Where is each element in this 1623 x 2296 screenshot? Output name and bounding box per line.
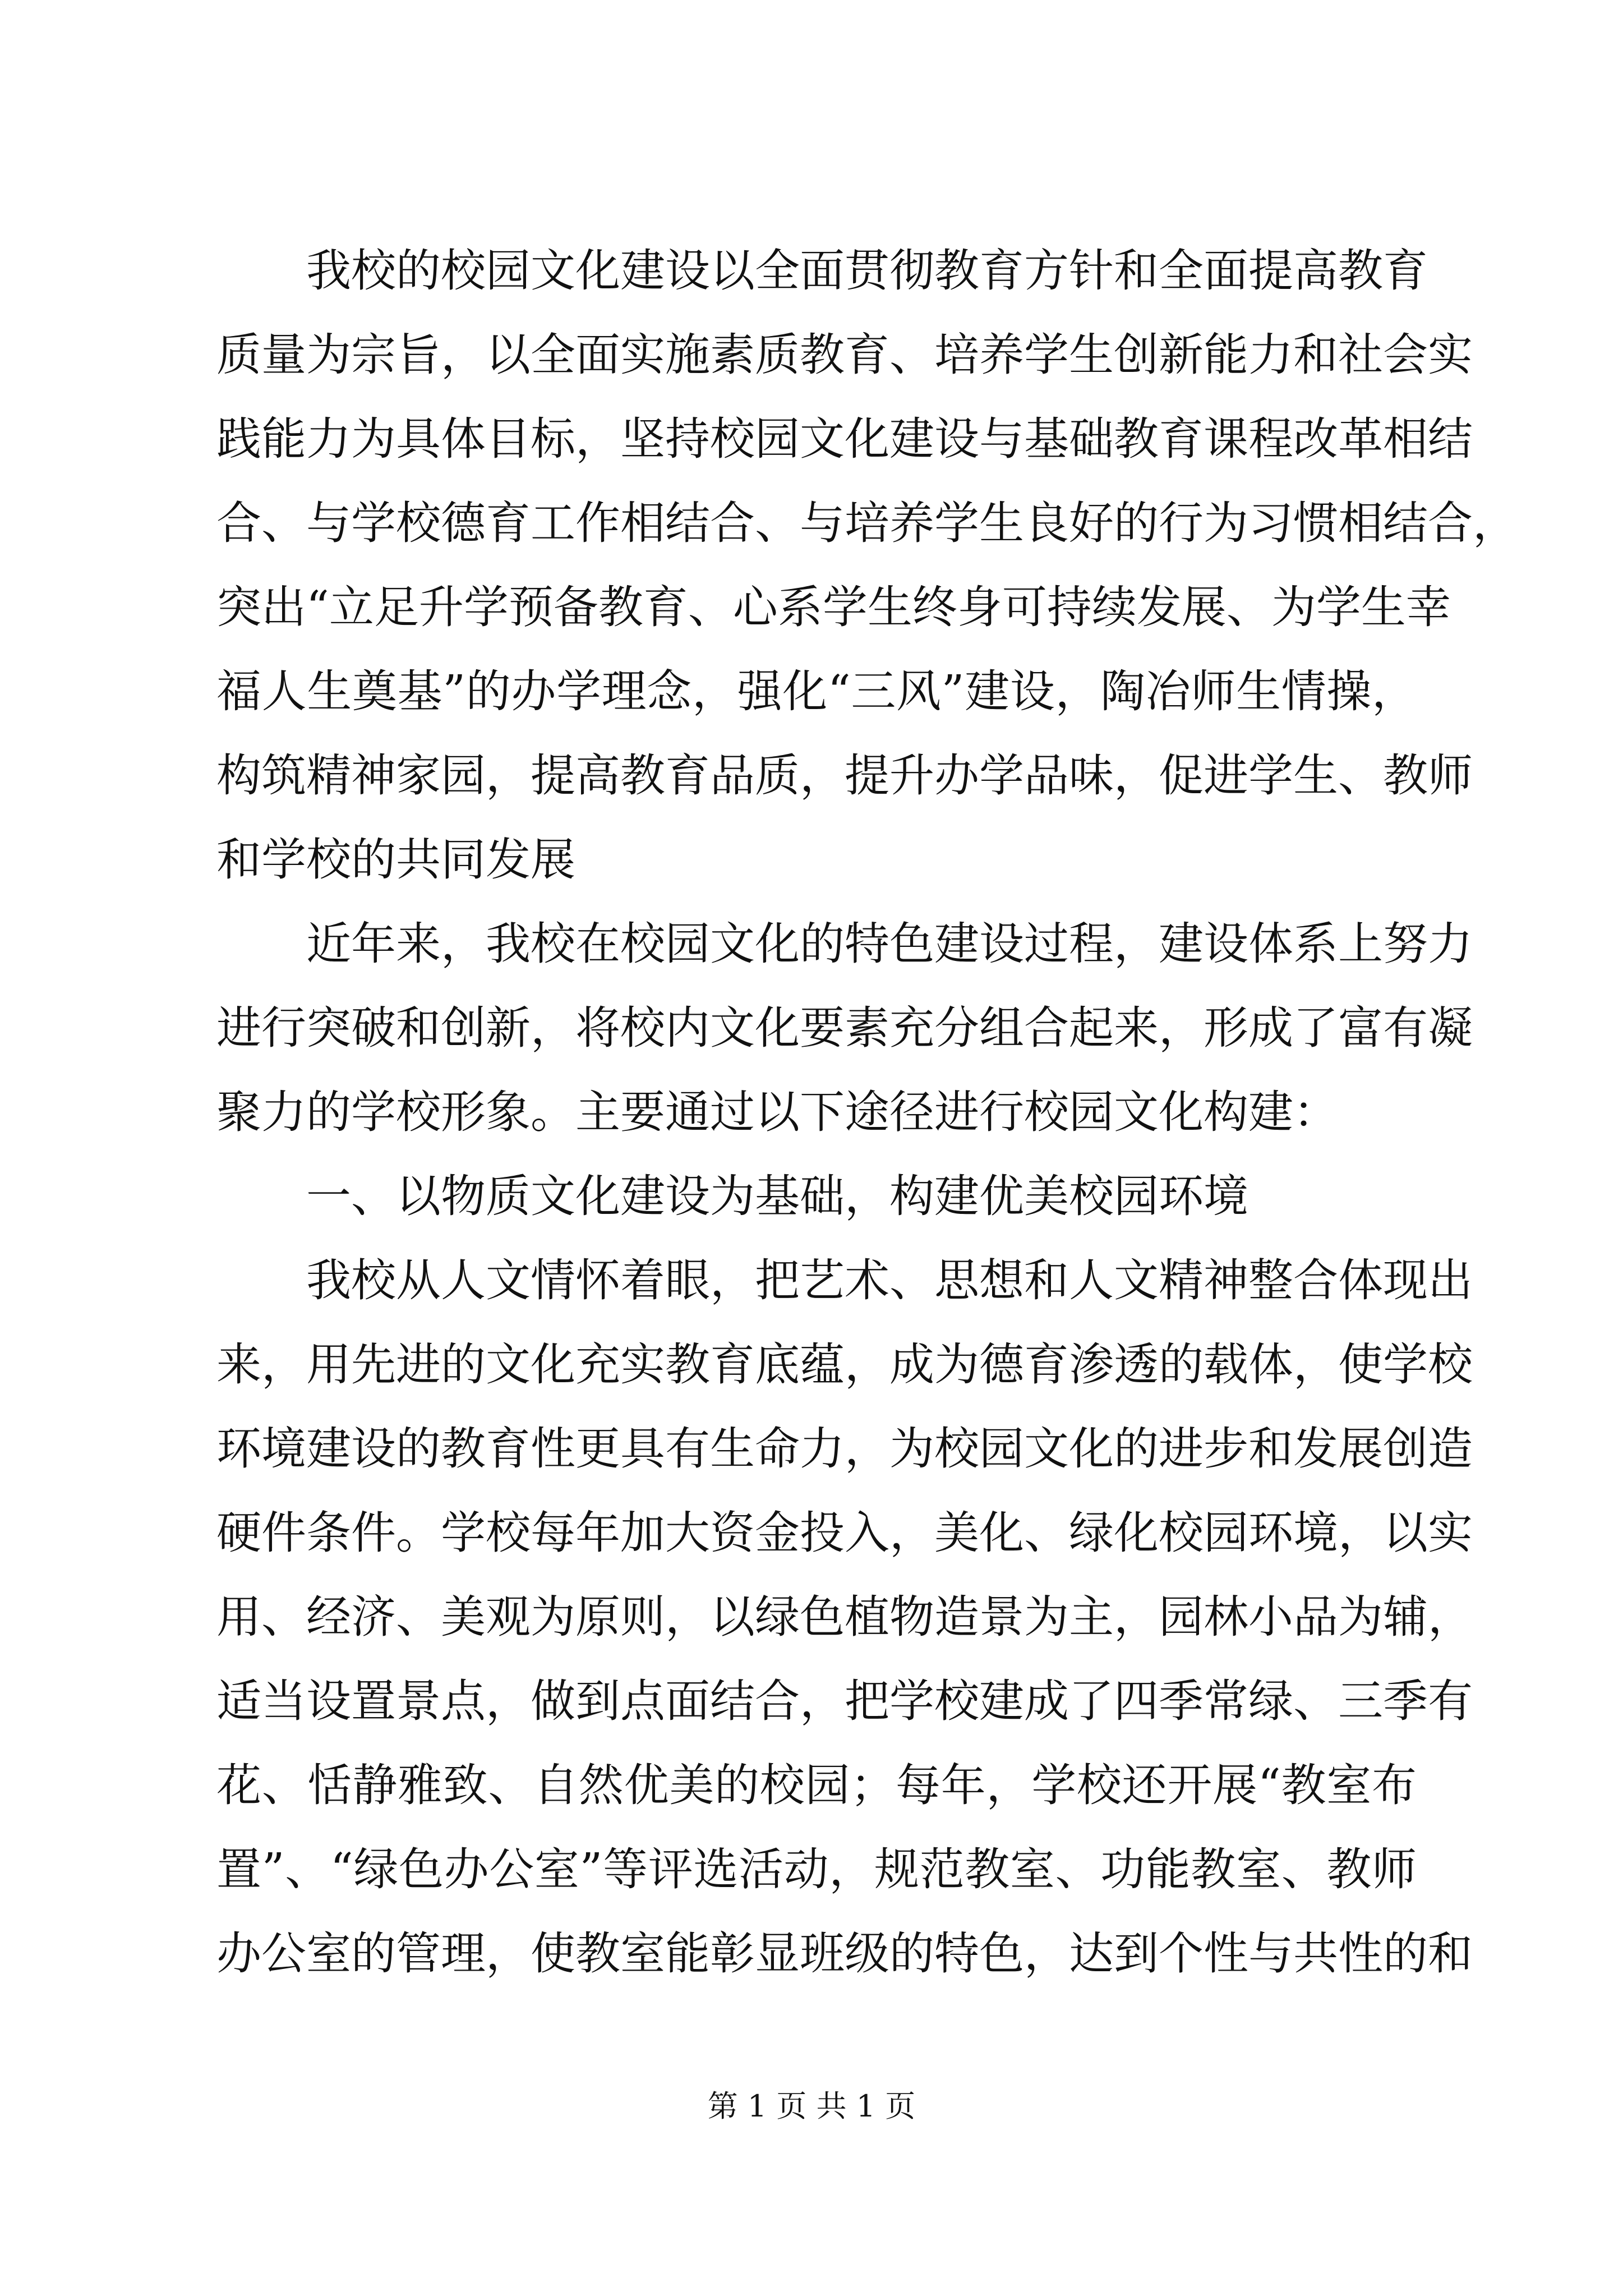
- text-line: 花、恬静雅致、自然优美的校园；每年，学校还开展“教室布: [216, 1759, 1417, 1811]
- text-line: 突出“立足升学预备教育、心系学生终身可持续发展、为学生幸: [216, 581, 1451, 633]
- text-line: 聚力的学校形象。主要通过以下途径进行校园文化构建：: [216, 1086, 1338, 1138]
- text-line: 进行突破和创新，将校内文化要素充分组合起来，形成了富有凝: [216, 1002, 1473, 1054]
- text-line: 我校的校园文化建设以全面贯彻教育方针和全面提高教育: [306, 245, 1428, 297]
- page-footer: 第 1 页 共 1 页: [707, 2088, 916, 2124]
- text-line: 置”、“绿色办公室”等评选活动，规范教室、功能教室、教师: [216, 1843, 1417, 1895]
- text-line: 合、与学校德育工作相结合、与培养学生良好的行为习惯相结合，: [216, 497, 1518, 549]
- text-line: 环境建设的教育性更具有生命力，为校园文化的进步和发展创造: [216, 1423, 1473, 1475]
- text-line: 践能力为具体目标，坚持校园文化建设与基础教育课程改革相结: [216, 413, 1473, 465]
- text-line: 硬件条件。学校每年加大资金投入，美化、绿化校园环境，以实: [216, 1507, 1473, 1559]
- text-line: 来，用先进的文化充实教育底蕴，成为德育渗透的载体，使学校: [216, 1338, 1473, 1391]
- text-line: 近年来，我校在校园文化的特色建设过程，建设体系上努力: [306, 918, 1473, 970]
- body-text: [216, 229, 1518, 1996]
- text-line: 适当设置景点，做到点面结合，把学校建成了四季常绿、三季有: [216, 1675, 1473, 1727]
- text-line: 我校从人文情怀着眼，把艺术、思想和人文精神整合体现出: [306, 1254, 1473, 1306]
- text-line: 办公室的管理，使教室能彰显班级的特色，达到个性与共性的和: [216, 1927, 1473, 1980]
- text-line: 福人生奠基”的办学理念，强化“三风”建设，陶冶师生情操，: [216, 665, 1417, 717]
- text-line: 一、以物质文化建设为基础，构建优美校园环境: [306, 1170, 1248, 1222]
- text-line: 构筑精神家园，提高教育品质，提升办学品味，促进学生、教师: [216, 749, 1473, 802]
- text-line: 质量为宗旨，以全面实施素质教育、培养学生创新能力和社会实: [216, 329, 1473, 381]
- text-line: 用、经济、美观为原则，以绿色植物造景为主，园林小品为辅，: [216, 1591, 1473, 1643]
- text-line: 和学校的共同发展: [216, 834, 575, 886]
